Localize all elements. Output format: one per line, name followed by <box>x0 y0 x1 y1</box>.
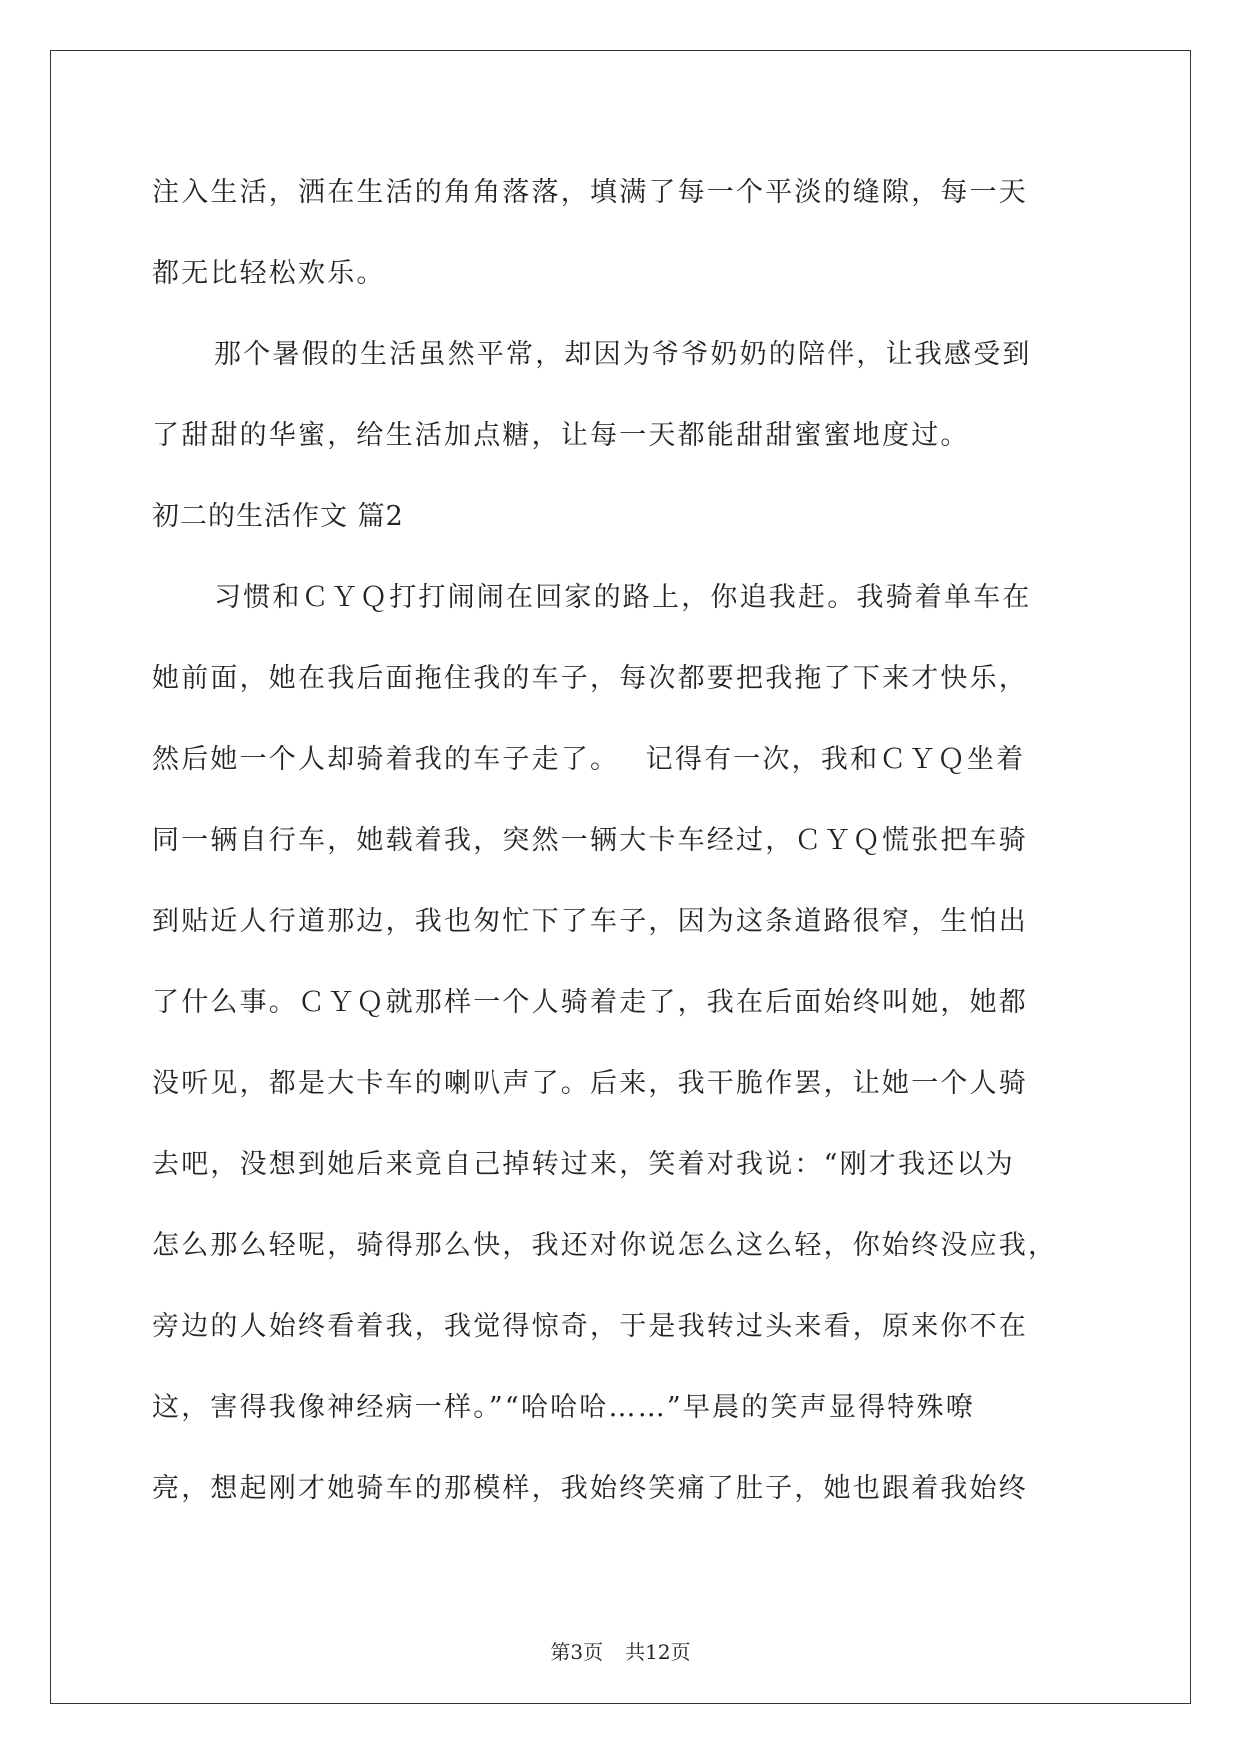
document-body <box>152 152 1102 1529</box>
text-line: 同一辆自行车，她载着我，突然一辆大卡车经过，ＣＹＱ慌张把车骑 <box>152 825 1028 856</box>
page-number: 第3页 <box>550 1640 604 1664</box>
paragraph-start-line: 那个暑假的生活虽然平常，却因为爷爷奶奶的陪伴，让我感受到 <box>214 339 1032 370</box>
text-line: 都无比轻松欢乐。 <box>152 258 386 289</box>
text-line: 她前面，她在我后面拖住我的车子，每次都要把我拖了下来才快乐， <box>152 663 1028 694</box>
text-line: 亮，想起刚才她骑车的那模样，我始终笑痛了肚子，她也跟着我始终 <box>152 1473 1028 1504</box>
text-line: 旁边的人始终看着我，我觉得惊奇，于是我转过头来看，原来你不在 <box>152 1311 1028 1342</box>
text-line: 了什么事。ＣＹＱ就那样一个人骑着走了，我在后面始终叫她，她都 <box>152 987 1028 1018</box>
text-line: 到贴近人行道那边，我也匆忙下了车子，因为这条道路很窄，生怕出 <box>152 906 1028 937</box>
text-line: 注入生活，洒在生活的角角落落，填满了每一个平淡的缝隙，每一天 <box>152 177 1028 208</box>
text-line: 这，害得我像神经病一样。”“哈哈哈……”早晨的笑声显得特殊嘹 <box>152 1392 975 1423</box>
total-pages: 共12页 <box>625 1640 691 1664</box>
text-line: 去吧，没想到她后来竟自己掉转过来，笑着对我说：“刚才我还以为 <box>152 1149 1015 1180</box>
paragraph-start-line: 习惯和ＣＹＱ打打闹闹在回家的路上，你追我赶。我骑着单车在 <box>214 582 1032 613</box>
text-line: 然后她一个人却骑着我的车子走了。 记得有一次，我和ＣＹＱ坐着 <box>152 744 1026 775</box>
text-line: 怎么那么轻呢，骑得那么快，我还对你说怎么这么轻，你始终没应我， <box>152 1230 1058 1261</box>
page-footer <box>0 1636 1241 1665</box>
text-line: 了甜甜的华蜜，给生活加点糖，让每一天都能甜甜蜜蜜地度过。 <box>152 420 970 451</box>
section-heading: 初二的生活作文 篇2 <box>152 501 404 532</box>
text-line: 没听见，都是大卡车的喇叭声了。后来，我干脆作罢，让她一个人骑 <box>152 1068 1028 1099</box>
